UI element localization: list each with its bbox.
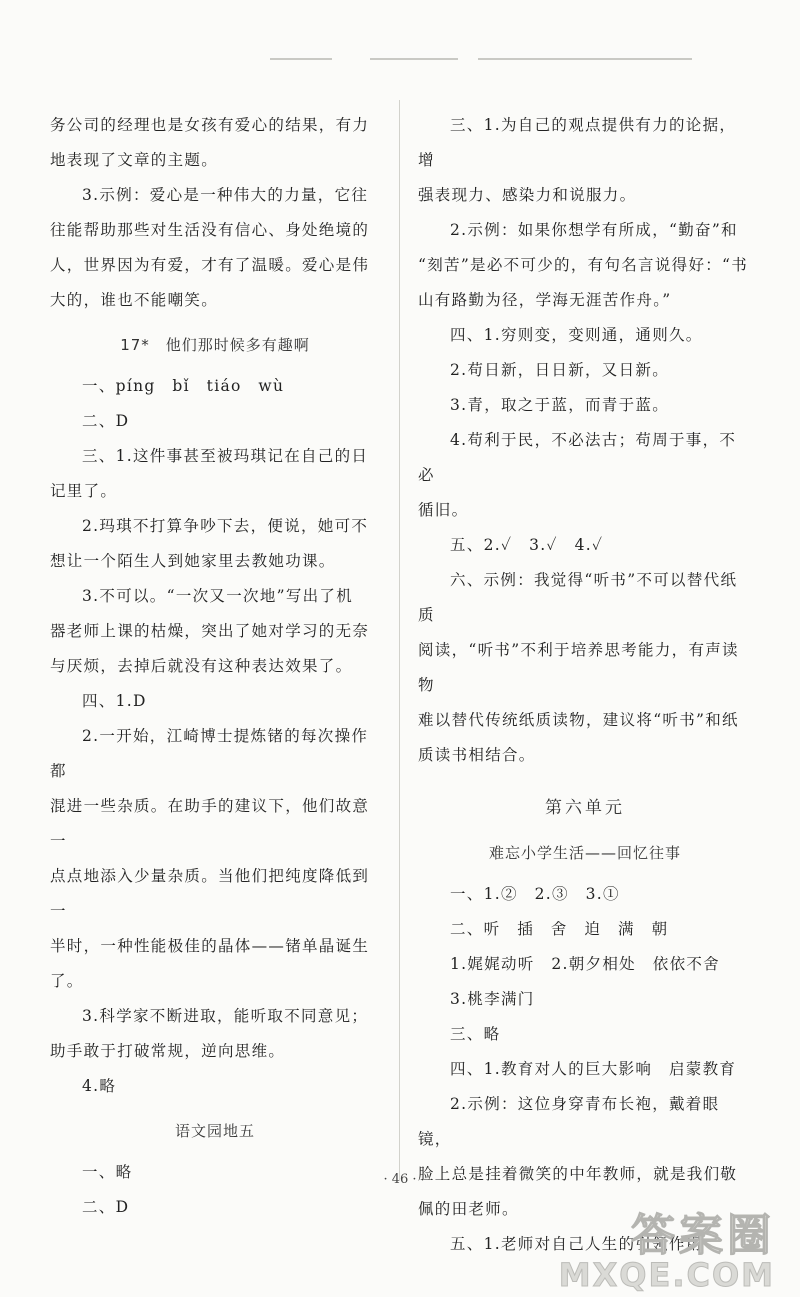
- answer-line: 3.不可以。“一次又一次地”写出了机: [82, 587, 354, 605]
- answer-line: 半时，一种性能极佳的晶体——锗单晶诞生了。: [50, 937, 370, 990]
- answer-line: 大的，谁也不能嘲笑。: [50, 291, 219, 309]
- answer-line: 2.玛琪不打算争吵下去，便说，她可不: [82, 517, 369, 535]
- answer-line: 3.科学家不断进取，能听取不同意见；: [82, 1007, 369, 1025]
- answer-line: 三、略: [450, 1025, 501, 1043]
- watermark-logo: [420, 1200, 785, 1292]
- answer-line: 4.略: [82, 1077, 117, 1095]
- answer-line: 六、示例：我觉得“听书”不可以替代纸质: [418, 571, 738, 624]
- watermark-bottom-text: MXQE.COM: [558, 1256, 775, 1292]
- page-number: · 46 ·: [383, 1172, 417, 1187]
- answer-line: 佩的田老师。: [418, 1200, 519, 1218]
- answer-line: 1.娓娓动听 2.朝夕相处 依依不舍: [450, 955, 720, 973]
- right-column: [418, 108, 752, 1262]
- answer-line: 2.示例：如果你想学有所成，“勤奋”和: [450, 221, 738, 239]
- answer-line: 想让一个陌生人到她家里去教她功课。: [50, 552, 336, 570]
- answer-line: 往能帮助那些对生活没有信心、身处绝境的: [50, 221, 370, 239]
- answer-line: 循旧。: [418, 501, 469, 519]
- answer-line: 2.苟日新，日日新，又日新。: [450, 361, 669, 379]
- answer-line: 一、略: [82, 1163, 133, 1181]
- answer-line: 2.示例：这位身穿青布长袍，戴着眼镜，: [418, 1095, 720, 1148]
- answer-line: 二、D: [82, 412, 130, 430]
- answer-line: 点点地添入少量杂质。当他们把纯度降低到一: [50, 867, 370, 920]
- answer-line: 一、1.② 2.③ 3.①: [450, 885, 620, 903]
- answer-line: 器老师上课的枯燥，突出了她对学习的无奈: [50, 622, 370, 640]
- answer-line: 3.桃李满门: [450, 990, 535, 1008]
- answer-line: 五、2.✓ 3.✓ 4.✓: [450, 536, 604, 554]
- answer-line: 记里了。: [50, 482, 118, 500]
- column-divider: [399, 100, 400, 1180]
- answer-line: 三、1.这件事甚至被玛琪记在自己的日: [82, 447, 369, 465]
- section-title: 难忘小学生活——回忆往事: [488, 844, 681, 862]
- answer-line: 务公司的经理也是女孩有爱心的结果，有力: [50, 116, 370, 134]
- answer-line: 四、1.穷则变，变则通，通则久。: [450, 326, 703, 344]
- answer-line: 2.一开始，江崎博士提炼锗的每次操作都: [50, 727, 369, 780]
- answer-line: 强表现力、感染力和说服力。: [418, 186, 637, 204]
- answer-line: 二、听 插 舍 迫 满 朝: [450, 920, 669, 938]
- answer-line: 人，世界因为有爱，才有了温暖。爱心是伟: [50, 256, 370, 274]
- answer-line: 4.苟利于民，不必法古；苟周于事，不必: [418, 431, 737, 484]
- answer-line: 助手敢于打破常规，逆向思维。: [50, 1042, 286, 1060]
- answer-line: 四、1.D: [82, 692, 147, 710]
- answer-line: 四、1.教育对人的巨大影响 启蒙教育: [450, 1060, 737, 1078]
- answer-line: 山有路勤为径，学海无涯苦作舟。”: [418, 291, 672, 309]
- answer-line: 难以替代传统纸质读物，建议将“听书”和纸: [418, 711, 739, 729]
- watermark-top-text: 答案圈: [631, 1210, 775, 1261]
- answer-line: 五、1.老师对自己人生的引领作用: [450, 1235, 703, 1253]
- unit-heading: 第六单元: [545, 798, 625, 818]
- section-title: 语文园地五: [174, 1122, 255, 1140]
- answer-line: 二、D: [82, 1198, 130, 1216]
- answer-line: 混进一些杂质。在助手的建议下，他们故意一: [50, 797, 370, 850]
- header-rule-right: [478, 58, 692, 60]
- answer-line: “刻苦”是必不可少的，有句名言说得好：“书: [418, 256, 749, 274]
- answer-line: 3.示例：爱心是一种伟大的力量，它往: [82, 186, 369, 204]
- answer-line: 三、1.为自己的观点提供有力的论据，增: [418, 116, 737, 169]
- answer-line: 脸上总是挂着微笑的中年教师，就是我们敬: [418, 1165, 738, 1183]
- answer-line: 一、píng bǐ tiáo wù: [82, 377, 285, 395]
- answer-line: 地表现了文章的主题。: [50, 151, 219, 169]
- answer-line: 质读书相结合。: [418, 746, 536, 764]
- header-rule-left: [270, 58, 332, 60]
- answer-line: 与厌烦，去掉后就没有这种表达效果了。: [50, 657, 353, 675]
- header-rule-middle: [370, 58, 458, 60]
- answer-line: 阅读，“听书”不利于培养思考能力，有声读物: [418, 641, 739, 694]
- section-title: 17* 他们那时候多有趣啊: [120, 336, 310, 354]
- left-column: [50, 108, 380, 1225]
- answer-line: 3.青，取之于蓝，而青于蓝。: [450, 396, 669, 414]
